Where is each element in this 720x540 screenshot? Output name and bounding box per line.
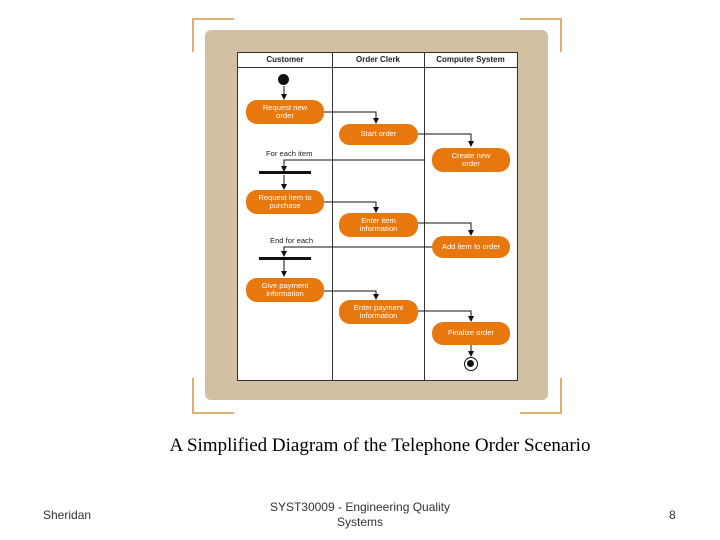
- start-node: [278, 74, 289, 85]
- activity-request-item: Request item to purchase: [246, 190, 324, 214]
- slide-caption: A Simplified Diagram of the Telephone Order Scenario: [169, 435, 591, 456]
- activity-create-new-order: Create new order: [432, 148, 510, 172]
- activity-give-payment: Give payment information: [246, 278, 324, 302]
- note-end-for-each: End for each: [270, 236, 314, 245]
- footer-left: Sheridan: [43, 508, 92, 522]
- activity-enter-payment: Enter payment information: [339, 300, 418, 324]
- lane-header-order-clerk: Order Clerk: [355, 55, 401, 64]
- note-for-each-item: For each item: [266, 149, 313, 158]
- fork-bar: [259, 171, 311, 174]
- join-bar: [259, 257, 311, 260]
- activity-add-item: Add item to order: [432, 236, 510, 258]
- activity-request-new-order: Request new order: [246, 100, 324, 124]
- activity-enter-item-info: Enter item information: [339, 213, 418, 237]
- end-node: [464, 357, 478, 371]
- activity-finalize-order: Finalize order: [432, 322, 510, 345]
- lane-header-computer-system: Computer System: [436, 55, 505, 64]
- lane-header-customer: Customer: [266, 55, 304, 64]
- page-number: 8: [669, 508, 676, 522]
- activity-diagram: [237, 52, 518, 381]
- footer-center: SYST30009 - Engineering Quality Systems: [269, 500, 451, 529]
- activity-start-order: Start order: [339, 124, 418, 145]
